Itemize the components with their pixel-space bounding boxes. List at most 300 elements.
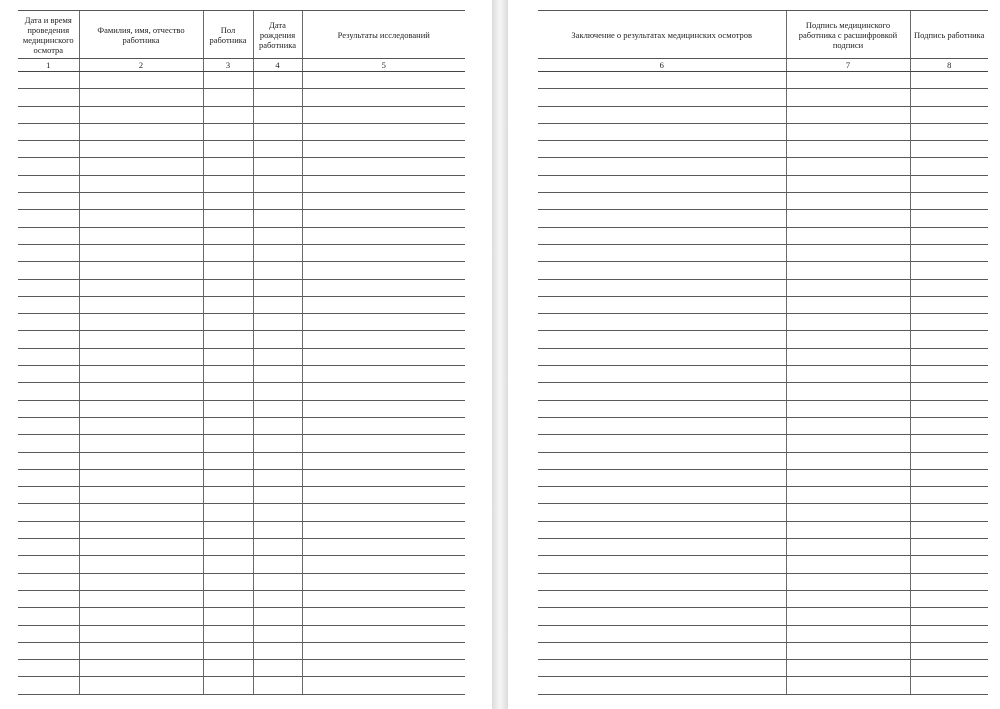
table-row xyxy=(538,123,988,140)
table-cell xyxy=(203,642,253,659)
table-cell xyxy=(538,573,786,590)
table-cell xyxy=(302,469,465,486)
table-cell xyxy=(538,106,786,123)
table-cell xyxy=(203,556,253,573)
table-cell xyxy=(253,435,302,452)
table-cell xyxy=(253,469,302,486)
table-cell xyxy=(18,625,79,642)
table-row xyxy=(538,175,988,192)
table-row xyxy=(18,366,465,383)
table-cell xyxy=(79,556,203,573)
table-cell xyxy=(302,348,465,365)
table-cell xyxy=(18,348,79,365)
table-cell xyxy=(79,262,203,279)
table-cell xyxy=(538,642,786,659)
table-cell xyxy=(538,296,786,313)
table-row xyxy=(18,227,465,244)
table-cell xyxy=(253,314,302,331)
table-cell xyxy=(253,556,302,573)
table-cell xyxy=(18,608,79,625)
table-cell xyxy=(79,348,203,365)
column-header-results: Результаты исследований xyxy=(302,11,465,59)
table-cell xyxy=(302,487,465,504)
table-cell xyxy=(253,660,302,677)
table-cell xyxy=(253,262,302,279)
table-cell xyxy=(786,123,910,140)
table-cell xyxy=(786,296,910,313)
table-row xyxy=(538,556,988,573)
table-cell xyxy=(203,193,253,210)
table-row xyxy=(538,296,988,313)
journal-body-right xyxy=(538,72,988,695)
column-header-conclusion: Заключение о результатах медицинских осмотров xyxy=(538,11,786,59)
table-cell xyxy=(538,193,786,210)
table-cell xyxy=(253,227,302,244)
table-cell xyxy=(786,331,910,348)
table-row xyxy=(538,539,988,556)
table-cell xyxy=(79,417,203,434)
table-cell xyxy=(910,590,988,607)
column-number: 5 xyxy=(302,59,465,72)
table-cell xyxy=(203,262,253,279)
table-cell xyxy=(786,262,910,279)
table-cell xyxy=(18,469,79,486)
table-cell xyxy=(18,123,79,140)
table-cell xyxy=(538,539,786,556)
table-cell xyxy=(302,677,465,694)
table-row xyxy=(18,89,465,106)
table-row xyxy=(538,677,988,694)
table-row xyxy=(538,262,988,279)
table-cell xyxy=(203,106,253,123)
table-row xyxy=(18,331,465,348)
table-cell xyxy=(203,573,253,590)
table-cell xyxy=(18,210,79,227)
table-cell xyxy=(910,106,988,123)
table-row xyxy=(18,417,465,434)
table-cell xyxy=(538,314,786,331)
table-cell xyxy=(910,625,988,642)
table-cell xyxy=(253,383,302,400)
table-row xyxy=(18,556,465,573)
column-number-row xyxy=(538,59,988,72)
table-row xyxy=(18,175,465,192)
column-header-full-name: Фамилия, имя, отчество работника xyxy=(79,11,203,59)
table-cell xyxy=(18,72,79,89)
table-cell xyxy=(203,279,253,296)
column-number: 1 xyxy=(18,59,79,72)
table-cell xyxy=(253,296,302,313)
table-cell xyxy=(910,72,988,89)
journal-page-left xyxy=(0,0,492,709)
table-row xyxy=(538,210,988,227)
table-cell xyxy=(910,123,988,140)
column-number: 2 xyxy=(79,59,203,72)
table-cell xyxy=(203,383,253,400)
table-cell xyxy=(786,106,910,123)
table-cell xyxy=(302,89,465,106)
table-cell xyxy=(786,314,910,331)
table-cell xyxy=(302,400,465,417)
table-cell xyxy=(786,487,910,504)
table-row xyxy=(538,521,988,538)
table-cell xyxy=(253,452,302,469)
table-cell xyxy=(302,625,465,642)
table-cell xyxy=(203,417,253,434)
table-cell xyxy=(910,504,988,521)
header-row xyxy=(18,11,465,59)
table-cell xyxy=(79,660,203,677)
table-cell xyxy=(538,660,786,677)
table-cell xyxy=(302,141,465,158)
table-cell xyxy=(538,366,786,383)
table-cell xyxy=(786,366,910,383)
table-cell xyxy=(203,314,253,331)
table-cell xyxy=(79,244,203,261)
table-cell xyxy=(79,400,203,417)
table-cell xyxy=(79,279,203,296)
table-cell xyxy=(79,469,203,486)
table-cell xyxy=(786,573,910,590)
table-cell xyxy=(253,366,302,383)
table-cell xyxy=(18,677,79,694)
table-cell xyxy=(538,521,786,538)
table-row xyxy=(538,331,988,348)
table-cell xyxy=(18,141,79,158)
table-cell xyxy=(79,677,203,694)
table-cell xyxy=(203,539,253,556)
table-cell xyxy=(910,435,988,452)
table-row xyxy=(18,141,465,158)
table-cell xyxy=(910,314,988,331)
table-cell xyxy=(302,417,465,434)
table-cell xyxy=(18,175,79,192)
table-cell xyxy=(910,556,988,573)
table-cell xyxy=(18,590,79,607)
table-row xyxy=(538,452,988,469)
table-cell xyxy=(18,383,79,400)
table-cell xyxy=(302,642,465,659)
table-cell xyxy=(302,504,465,521)
table-cell xyxy=(18,366,79,383)
table-cell xyxy=(18,244,79,261)
table-cell xyxy=(79,487,203,504)
table-cell xyxy=(538,383,786,400)
table-row xyxy=(18,539,465,556)
table-cell xyxy=(910,193,988,210)
table-cell xyxy=(79,89,203,106)
table-row xyxy=(18,158,465,175)
table-cell xyxy=(538,469,786,486)
table-cell xyxy=(18,331,79,348)
table-cell xyxy=(302,539,465,556)
table-row xyxy=(18,487,465,504)
table-row xyxy=(18,400,465,417)
table-cell xyxy=(253,141,302,158)
table-row xyxy=(538,590,988,607)
table-cell xyxy=(910,400,988,417)
table-cell xyxy=(203,296,253,313)
table-cell xyxy=(18,314,79,331)
table-cell xyxy=(910,573,988,590)
table-cell xyxy=(538,590,786,607)
table-cell xyxy=(538,331,786,348)
table-cell xyxy=(786,348,910,365)
table-row xyxy=(18,625,465,642)
table-cell xyxy=(253,89,302,106)
table-cell xyxy=(203,608,253,625)
table-cell xyxy=(79,642,203,659)
column-header-exam-datetime: Дата и время проведения медицинского осмотра xyxy=(18,11,79,59)
table-cell xyxy=(538,608,786,625)
table-cell xyxy=(203,175,253,192)
table-cell xyxy=(203,72,253,89)
table-cell xyxy=(18,521,79,538)
table-cell xyxy=(18,227,79,244)
table-cell xyxy=(79,608,203,625)
table-cell xyxy=(18,435,79,452)
table-cell xyxy=(302,366,465,383)
table-row xyxy=(538,608,988,625)
table-cell xyxy=(253,331,302,348)
table-row xyxy=(538,383,988,400)
table-row xyxy=(18,504,465,521)
table-cell xyxy=(910,366,988,383)
table-cell xyxy=(538,625,786,642)
table-cell xyxy=(786,642,910,659)
table-cell xyxy=(538,435,786,452)
table-cell xyxy=(786,141,910,158)
table-cell xyxy=(302,660,465,677)
table-cell xyxy=(203,590,253,607)
table-cell xyxy=(253,244,302,261)
table-cell xyxy=(302,72,465,89)
table-cell xyxy=(302,262,465,279)
table-cell xyxy=(79,521,203,538)
table-cell xyxy=(203,89,253,106)
table-cell xyxy=(302,158,465,175)
table-cell xyxy=(203,487,253,504)
table-cell xyxy=(302,279,465,296)
table-cell xyxy=(786,590,910,607)
table-row xyxy=(18,677,465,694)
table-cell xyxy=(79,175,203,192)
column-number: 4 xyxy=(253,59,302,72)
table-cell xyxy=(302,175,465,192)
table-cell xyxy=(253,504,302,521)
journal-table-right xyxy=(538,10,988,695)
table-cell xyxy=(910,244,988,261)
table-cell xyxy=(203,452,253,469)
table-cell xyxy=(203,435,253,452)
table-cell xyxy=(538,89,786,106)
table-row xyxy=(18,642,465,659)
table-row xyxy=(18,296,465,313)
table-cell xyxy=(253,348,302,365)
table-cell xyxy=(253,400,302,417)
table-cell xyxy=(203,210,253,227)
table-cell xyxy=(302,244,465,261)
table-cell xyxy=(786,227,910,244)
table-row xyxy=(538,227,988,244)
column-number: 7 xyxy=(786,59,910,72)
table-cell xyxy=(18,660,79,677)
table-cell xyxy=(910,89,988,106)
table-cell xyxy=(786,210,910,227)
table-cell xyxy=(253,590,302,607)
table-cell xyxy=(203,366,253,383)
journal-page-right xyxy=(508,0,1000,709)
table-cell xyxy=(79,435,203,452)
book-gutter xyxy=(492,0,508,709)
table-cell xyxy=(253,521,302,538)
table-cell xyxy=(302,435,465,452)
table-cell xyxy=(538,417,786,434)
table-cell xyxy=(302,193,465,210)
table-cell xyxy=(910,175,988,192)
header-row xyxy=(538,11,988,59)
table-cell xyxy=(538,262,786,279)
table-cell xyxy=(253,175,302,192)
table-cell xyxy=(538,279,786,296)
table-cell xyxy=(203,244,253,261)
table-row xyxy=(538,625,988,642)
table-cell xyxy=(302,331,465,348)
column-header-birth-date: Дата рождения работника xyxy=(253,11,302,59)
table-cell xyxy=(253,487,302,504)
table-cell xyxy=(203,521,253,538)
table-cell xyxy=(302,106,465,123)
table-cell xyxy=(302,383,465,400)
table-cell xyxy=(786,556,910,573)
table-cell xyxy=(538,141,786,158)
table-cell xyxy=(538,556,786,573)
table-cell xyxy=(253,193,302,210)
table-cell xyxy=(786,89,910,106)
table-cell xyxy=(18,556,79,573)
table-cell xyxy=(910,227,988,244)
table-cell xyxy=(302,573,465,590)
table-row xyxy=(538,106,988,123)
table-cell xyxy=(786,435,910,452)
table-cell xyxy=(18,452,79,469)
table-cell xyxy=(203,400,253,417)
table-cell xyxy=(253,539,302,556)
table-cell xyxy=(302,608,465,625)
table-cell xyxy=(203,348,253,365)
table-row xyxy=(538,417,988,434)
table-cell xyxy=(18,262,79,279)
table-row xyxy=(538,366,988,383)
table-cell xyxy=(253,608,302,625)
table-cell xyxy=(79,452,203,469)
table-cell xyxy=(79,106,203,123)
table-cell xyxy=(79,72,203,89)
table-cell xyxy=(79,383,203,400)
table-cell xyxy=(203,677,253,694)
table-cell xyxy=(18,296,79,313)
table-cell xyxy=(786,539,910,556)
table-cell xyxy=(18,417,79,434)
table-cell xyxy=(79,158,203,175)
table-cell xyxy=(18,106,79,123)
table-cell xyxy=(253,642,302,659)
table-cell xyxy=(302,590,465,607)
table-cell xyxy=(910,279,988,296)
table-cell xyxy=(786,452,910,469)
table-cell xyxy=(910,608,988,625)
table-cell xyxy=(253,625,302,642)
table-row xyxy=(18,383,465,400)
column-number: 6 xyxy=(538,59,786,72)
table-cell xyxy=(538,452,786,469)
table-row xyxy=(18,244,465,261)
table-cell xyxy=(786,279,910,296)
table-row xyxy=(18,573,465,590)
table-row xyxy=(538,469,988,486)
table-cell xyxy=(79,573,203,590)
table-cell xyxy=(910,383,988,400)
table-row xyxy=(18,590,465,607)
table-cell xyxy=(253,417,302,434)
table-cell xyxy=(786,383,910,400)
table-cell xyxy=(18,573,79,590)
table-cell xyxy=(538,400,786,417)
table-cell xyxy=(203,227,253,244)
table-cell xyxy=(203,625,253,642)
table-row xyxy=(18,469,465,486)
table-cell xyxy=(538,210,786,227)
table-row xyxy=(18,210,465,227)
table-row xyxy=(18,72,465,89)
table-cell xyxy=(786,72,910,89)
table-cell xyxy=(786,400,910,417)
table-cell xyxy=(79,193,203,210)
table-cell xyxy=(786,521,910,538)
table-cell xyxy=(302,296,465,313)
table-cell xyxy=(18,504,79,521)
table-cell xyxy=(910,521,988,538)
table-cell xyxy=(786,417,910,434)
table-cell xyxy=(302,521,465,538)
table-row xyxy=(18,435,465,452)
table-row xyxy=(18,452,465,469)
table-row xyxy=(538,400,988,417)
table-cell xyxy=(203,141,253,158)
table-cell xyxy=(18,539,79,556)
table-cell xyxy=(203,331,253,348)
table-cell xyxy=(253,72,302,89)
table-cell xyxy=(910,539,988,556)
table-row xyxy=(18,660,465,677)
table-cell xyxy=(18,279,79,296)
table-cell xyxy=(910,331,988,348)
table-cell xyxy=(538,72,786,89)
table-row xyxy=(538,279,988,296)
table-cell xyxy=(302,314,465,331)
table-cell xyxy=(79,314,203,331)
table-row xyxy=(538,487,988,504)
table-cell xyxy=(253,123,302,140)
table-row xyxy=(538,504,988,521)
table-cell xyxy=(18,193,79,210)
column-number: 3 xyxy=(203,59,253,72)
table-cell xyxy=(253,677,302,694)
table-row xyxy=(538,348,988,365)
table-row xyxy=(18,193,465,210)
table-cell xyxy=(79,625,203,642)
column-number-row xyxy=(18,59,465,72)
